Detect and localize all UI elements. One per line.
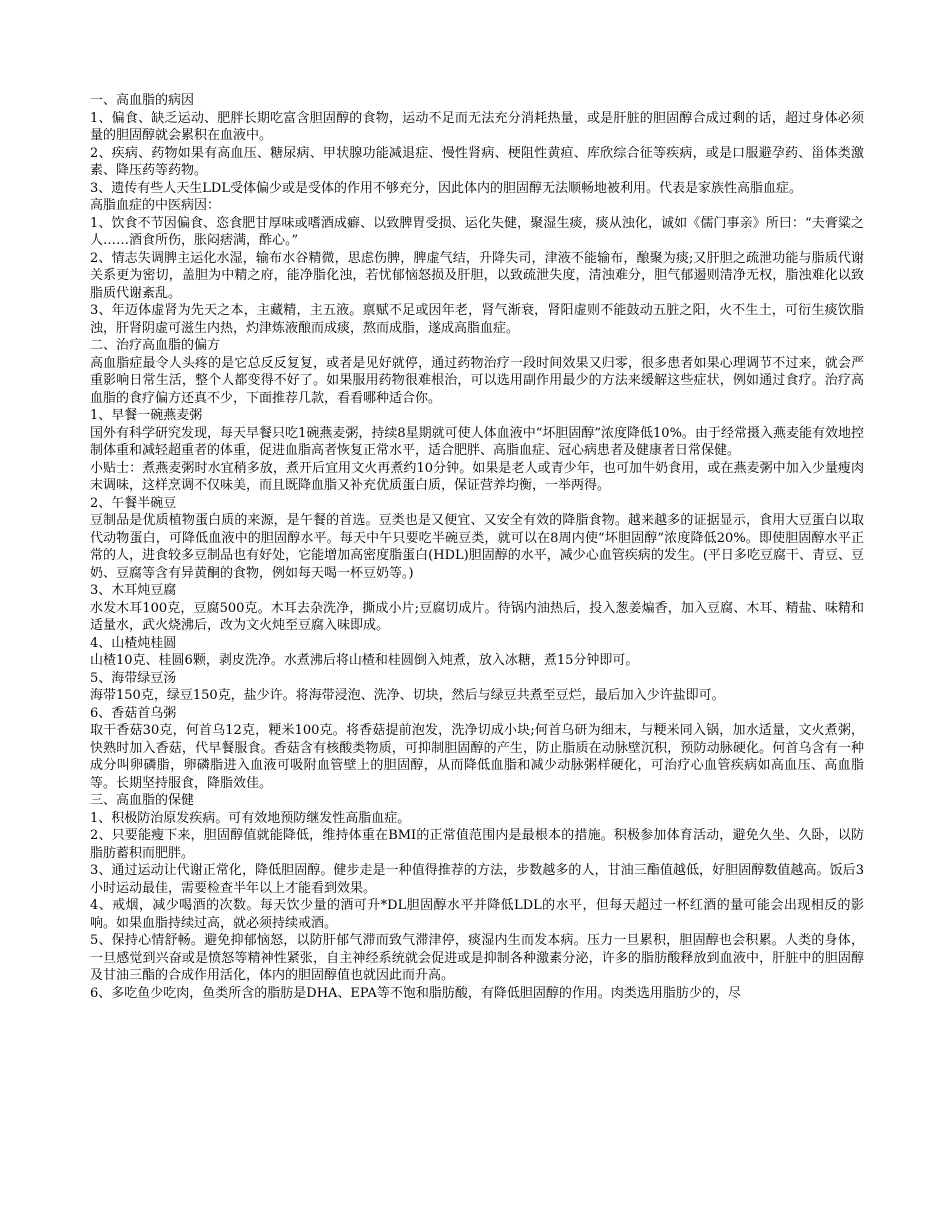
paragraph: 取干香菇30克，何首乌12克，粳米100克。将香菇提前泡发，洗净切成小块;何首乌研为细末，与粳米同入锅，加水适量，文火煮粥，快熟时加入香菇，代早餐服食。香菇含有核酸类物质，可抑制胆固醇的产生，防止脂质在动脉壁沉积，预防动脉硬化。何首乌含有一种成分叫卵磷脂，卵磷脂进入血液可吸附血管壁上的胆固醇，从而降低血脂和减少动脉粥样硬化，可治疗心血管疾病如高血压、高血脂等。长期坚持服食，降脂效佳。 — [90, 723, 864, 791]
paragraph: 3、年迈体虚肾为先天之本，主藏精，主五液。禀赋不足或因年老，肾气渐衰，肾阳虚则不能鼓动五脏之阳，火不生土，可衍生痰饮脂浊，肝肾阴虚可滋生内热，灼津炼液酿而成痰，熬而成脂，遂成高脂血症。 — [90, 303, 864, 336]
paragraph: 2、只要能瘦下来，胆固醇值就能降低，维持体重在BMI的正常值范围内是最根本的措施。积极参加体育活动，避免久坐、久卧，以防脂肪蓄积而肥胖。 — [90, 828, 864, 861]
paragraph: 1、偏食、缺乏运动、肥胖长期吃富含胆固醇的食物，运动不足而无法充分消耗热量，或是肝脏的胆固醇合成过剩的话，超过身体必须量的胆固醇就会累积在血液中。 — [90, 110, 864, 143]
subheading-tcm-causes: 高脂血症的中医病因： — [90, 198, 221, 213]
paragraph: 水发木耳100克，豆腐500克。木耳去杂洗净，撕成小片;豆腐切成片。待锅内油热后，投入葱姜煸香，加入豆腐、木耳、精盐、味精和适量水，武火烧沸后，改为文火炖至豆腐入味即成。 — [90, 600, 864, 633]
section-heading-care: 三、高血脂的保健 — [90, 793, 195, 808]
paragraph: 1、积极防治原发疾病。可有效地预防继发性高脂血症。 — [90, 810, 411, 826]
paragraph: 3、遗传有些人天生LDL受体偏少或是受体的作用不够充分，因此体内的胆固醇无法顺畅地被利用。代表是家族性高脂血症。 — [90, 180, 802, 196]
paragraph: 6、多吃鱼少吃肉，鱼类所含的脂肪是DHA、EPA等不饱和脂肪酸，有降低胆固醇的作用。肉类选用脂肪少的，尽 — [90, 985, 741, 1001]
paragraph: 国外有科学研究发现，每天早餐只吃1碗燕麦粥，持续8星期就可使人体血液中“坏胆固醇”浓度降低10%。由于经常摄入燕麦能有效地控制体重和减轻超重者的体重，促进血脂高者恢复正常水平，适合肥胖、高脂血症、冠心病患者及健康者日常保健。 — [90, 425, 864, 458]
paragraph: 3、通过运动让代谢正常化，降低胆固醇。健步走是一种值得推荐的方法，步数越多的人，甘油三酯值越低，好胆固醇数值越高。饭后3小时运动最佳，需要检查半年以上才能看到效果。 — [90, 863, 864, 896]
remedy-heading: 4、山楂炖桂圆 — [90, 635, 177, 651]
paragraph: 山楂10克、桂圆6颗，剥皮洗净。水煮沸后将山楂和桂圆倒入炖煮，放入冰糖，煮15分钟即可。 — [90, 653, 639, 668]
section-heading-remedies: 二、治疗高血脂的偏方 — [90, 338, 221, 353]
paragraph: 4、戒烟，减少喝酒的次数。每天饮少量的酒可升*DL胆固醇水平并降低LDL的水平，但每天超过一杯红酒的量可能会出现相反的影响。如果血脂持续过高，就必须持续戒酒。 — [90, 898, 864, 931]
section-heading-causes: 一、高血脂的病因 — [90, 93, 195, 108]
paragraph: 2、情志失调脾主运化水湿，输布水谷精微，思虑伤脾，脾虚气结，升降失司，津液不能输布，酿聚为痰;又肝胆之疏泄功能与脂质代谢关系更为密切，盖胆为中精之府，能净脂化浊，若忧郁恼怒损及肝胆，以致疏泄失度，清浊难分，胆气郁遏则清净无权，脂浊难化以致脂质代谢紊乱。 — [90, 250, 864, 301]
remedy-heading: 5、海带绿豆汤 — [90, 670, 177, 686]
paragraph: 小贴士：煮燕麦粥时水宜稍多放，煮开后宜用文火再煮约10分钟。如果是老人或青少年，也可加牛奶食用，或在燕麦粥中加入少量瘦肉末调味，这样烹调不仅味美，而且既降血脂又补充优质蛋白质，保证营养均衡，一举两得。 — [90, 460, 864, 493]
remedy-heading: 3、木耳炖豆腐 — [90, 583, 177, 598]
remedy-heading: 1、早餐一碗燕麦粥 — [90, 408, 203, 423]
paragraph: 1、饮食不节因偏食、恣食肥甘厚味或嗜酒成癖、以致脾胃受损、运化失健，聚湿生痰，痰从浊化，诚如《儒门事亲》所曰：“夫膏粱之人……酒食所伤，胀闷痞满，酢心。” — [90, 215, 864, 248]
paragraph: 高血脂症最令人头疼的是它总反反复复，或者是见好就停，通过药物治疗一段时间效果又归零，很多患者如果心理调节不过来，就会严重影响日常生活，整个人都变得不好了。如果服用药物很难根治，可以选用副作用最少的方法来缓解这些症状，例如通过食疗。治疗高血脂的食疗偏方还真不少，下面推荐几款，看看哪种适合你。 — [90, 355, 864, 406]
remedy-heading: 2、午餐半碗豆 — [90, 495, 177, 511]
paragraph: 海带150克，绿豆150克，盐少许。将海带浸泡、洗净、切块，然后与绿豆共煮至豆烂，最后加入少许盐即可。 — [90, 688, 725, 703]
document-body — [90, 92, 864, 1002]
paragraph: 豆制品是优质植物蛋白质的来源，是午餐的首选。豆类也是又便宜、又安全有效的降脂食物。越来越多的证据显示，食用大豆蛋白以取代动物蛋白，可降低血液中的胆固醇水平。每天中午只要吃半碗豆类，就可以在8周内使“坏胆固醇”浓度降低20%。即使胆固醇水平正常的人，进食较多豆制品也有好处，它能增加高密度脂蛋白(HDL)胆固醇的水平，减少心血管疾病的发生。(平日多吃豆腐干、青豆、豆奶、豆腐等含有异黄酮的食物，例如每天喝一杯豆奶等。) — [90, 513, 864, 581]
paragraph: 5、保持心情舒畅。避免抑郁恼怒，以防肝郁气滞而致气滞津停，痰湿内生而发本病。压力一旦累积，胆固醇也会积累。人类的身体，一旦感觉到兴奋或是愤怒等精神性紧张，自主神经系统就会促进或是抑制各种激素分泌，许多的脂肪酸释放到血液中，肝脏中的胆固醇及甘油三酯的合成作用活化，体内的胆固醇值也就因此而升高。 — [90, 933, 864, 983]
paragraph: 2、疾病、药物如果有高血压、糖尿病、甲状腺功能减退症、慢性肾病、梗阻性黄疸、库欣综合征等疾病，或是口服避孕药、甾体类激素、降压药等药物。 — [90, 145, 864, 178]
remedy-heading: 6、香菇首乌粥 — [90, 705, 177, 721]
